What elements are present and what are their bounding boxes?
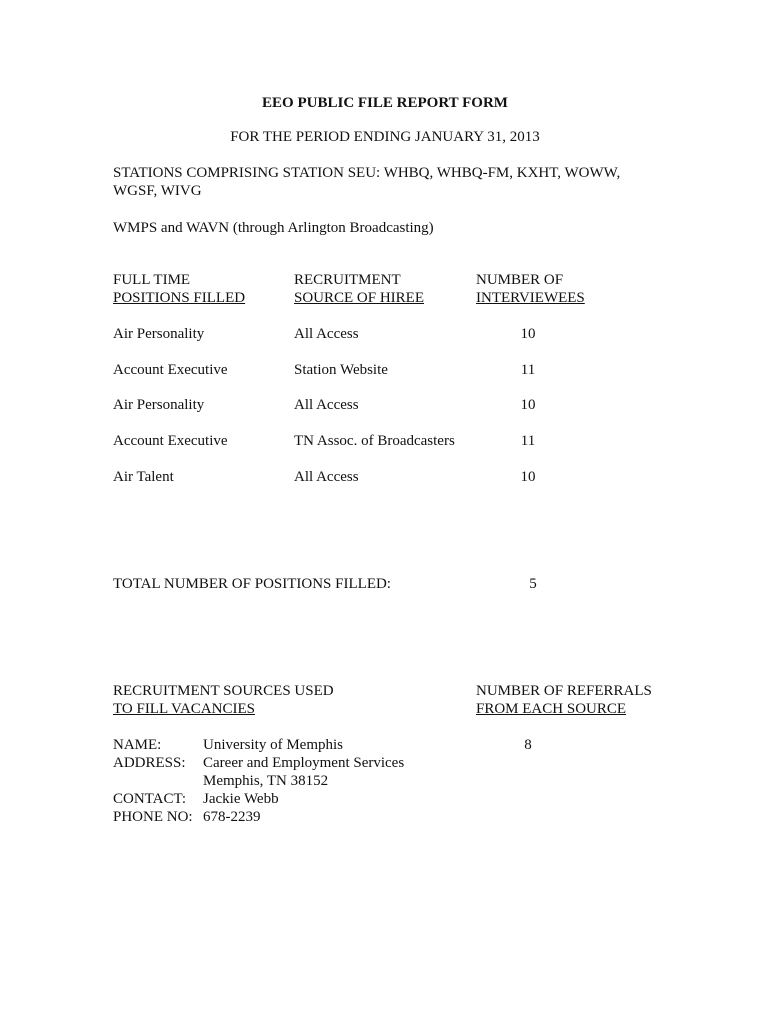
address-line-1: Career and Employment Services [203, 755, 405, 771]
header-positions-line1: FULL TIME [113, 272, 191, 288]
header-interviewees-line1: NUMBER OF [476, 272, 564, 288]
source-cell: All Access [294, 397, 359, 413]
source-cell: TN Assoc. of Broadcasters [294, 433, 455, 449]
position-cell: Account Executive [113, 433, 228, 449]
referral-count: 8 [524, 737, 532, 753]
address-line-2: Memphis, TN 38152 [203, 773, 329, 789]
phone-number: 678-2239 [203, 809, 261, 825]
header-interviewees-line2: INTERVIEWEES [476, 290, 585, 306]
contact-name: Jackie Webb [203, 791, 279, 807]
stations-line-1: STATIONS COMPRISING STATION SEU: WHBQ, WHBQ-FM, KXHT, WOWW, [113, 165, 621, 181]
header-source-line1: RECRUITMENT [294, 272, 401, 288]
sources-header-line2: TO FILL VACANCIES [113, 701, 255, 717]
position-cell: Account Executive [113, 362, 228, 378]
header-source-line2: SOURCE OF HIREE [294, 290, 425, 306]
name-label: NAME: [113, 737, 162, 753]
source-cell: All Access [294, 469, 359, 485]
source-cell: All Access [294, 326, 359, 342]
phone-label: PHONE NO: [113, 809, 193, 825]
header-positions-line2: POSITIONS FILLED [113, 290, 246, 306]
position-cell: Air Personality [113, 397, 205, 413]
interviewees-cell: 11 [520, 433, 536, 449]
source-cell: Station Website [294, 362, 388, 378]
address-label: ADDRESS: [113, 755, 186, 771]
interviewees-cell: 10 [520, 326, 536, 342]
interviewees-cell: 10 [520, 469, 536, 485]
source-name: University of Memphis [203, 737, 343, 753]
interviewees-cell: 11 [520, 362, 536, 378]
referrals-header-line2: FROM EACH SOURCE [476, 701, 627, 717]
page-title: EEO PUBLIC FILE REPORT FORM [262, 95, 508, 111]
interviewees-cell: 10 [520, 397, 536, 413]
stations-line-2: WGSF, WIVG [113, 183, 202, 199]
total-value: 5 [529, 576, 537, 592]
total-label: TOTAL NUMBER OF POSITIONS FILLED: [113, 576, 391, 592]
contact-label: CONTACT: [113, 791, 187, 807]
sources-header-line1: RECRUITMENT SOURCES USED [113, 683, 334, 699]
referrals-header-line1: NUMBER OF REFERRALS [476, 683, 652, 699]
stations-line-3: WMPS and WAVN (through Arlington Broadcasting) [113, 220, 434, 236]
position-cell: Air Personality [113, 326, 205, 342]
position-cell: Air Talent [113, 469, 174, 485]
period-line: FOR THE PERIOD ENDING JANUARY 31, 2013 [230, 129, 540, 145]
